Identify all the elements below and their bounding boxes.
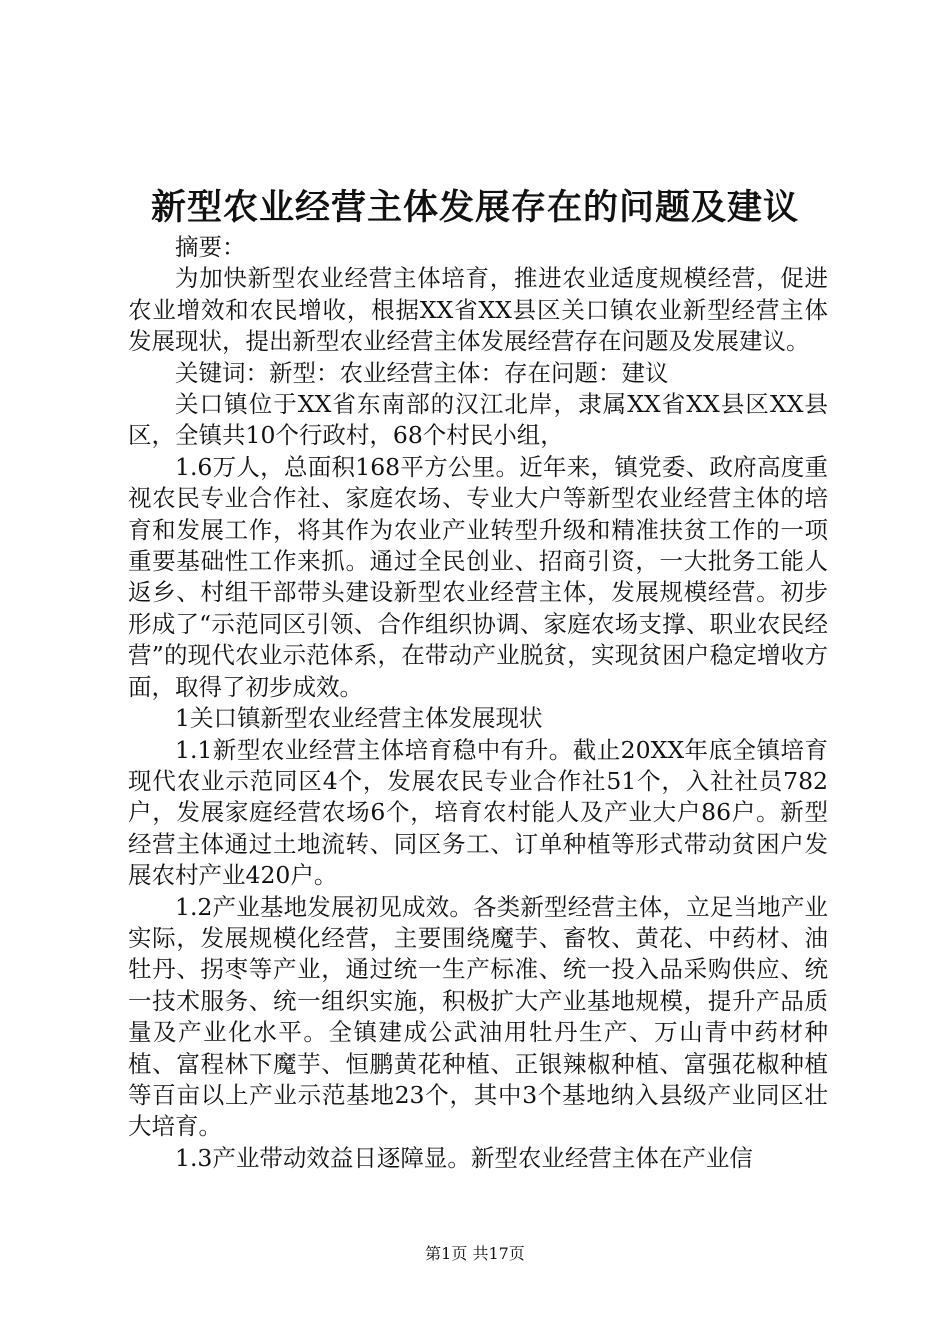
abstract-paragraph: 为加快新型农业经营主体培育，推进农业适度规模经营，促进农业增效和农民增收，根据XX省XX县区关口镇农业新型经营主体发展现状，提出新型农业经营主体发展经营存在问题及发展建议。 (128, 264, 828, 356)
abstract-heading: 摘要： (175, 233, 246, 261)
body-paragraph: 1.6万人，总面积168平方公里。近年来，镇党委、政府高度重视农民专业合作社、家庭农场、专业大户等新型农业经营主体的培育和发展工作，将其作为农业产业转型升级和精准扶贫工作的一项重要基础性工作来抓。通过全民创业、招商引资，一大批务工能人返乡、村组干部带头建设新型农业经营主体，发展规模经营。初步形成了“示范同区引领、合作组织协调、家庭农场支撑、职业农民经营”的现代农业示范体系，在带动产业脱贫，实现贫困户稳定增收方面，取得了初步成效。 (128, 452, 828, 701)
body-paragraph: 关口镇位于XX省东南部的汉江北岸，隶属XX省XX县区XX县区，全镇共10个行政村，68个村民小组， (128, 390, 828, 450)
document-title: 新型农业经营主体发展存在的问题及建议 (150, 187, 799, 228)
keywords-line: 关键词：新型：农业经营主体：存在问题：建议 (175, 358, 669, 387)
section-heading: 1关口镇新型农业经营主体发展现状 (175, 704, 543, 733)
body-paragraph: 1.2产业基地发展初见成效。各类新型经营主体，立足当地产业实际，发展规模化经营，主要围绕魔芋、畜牧、黄花、中药材、油牡丹、拐枣等产业，通过统一生产标准、统一投入品采购供应、统一技术服务、统一组织实施，积极扩大产业基地规模，提升产品质量及产业化水平。全镇建成公武油用牡丹生产、万山青中药材种植、富程林下魔芋、恒鹏黄花种植、正银辣椒种植、富强花椒种植等百亩以上产业示范基地23个，其中3个基地纳入县级产业同区壮大培育。 (128, 892, 828, 1141)
body-paragraph: 1.1新型农业经营主体培育稳中有升。截止20XX年底全镇培育现代农业示范同区4个，发展农民专业合作社51个，入社社员782户，发展家庭经营农场6个，培育农村能人及产业大户86户。新型经营主体通过土地流转、同区务工、订单种植等形式带动贫困户发展农村产业420户。 (128, 735, 828, 890)
page-footer: 第1页 共17页 (425, 1244, 525, 1263)
body-paragraph: 1.3产业带动效益日逐障显。新型农业经营主体在产业信 (175, 1143, 753, 1172)
document-body (128, 232, 828, 1174)
